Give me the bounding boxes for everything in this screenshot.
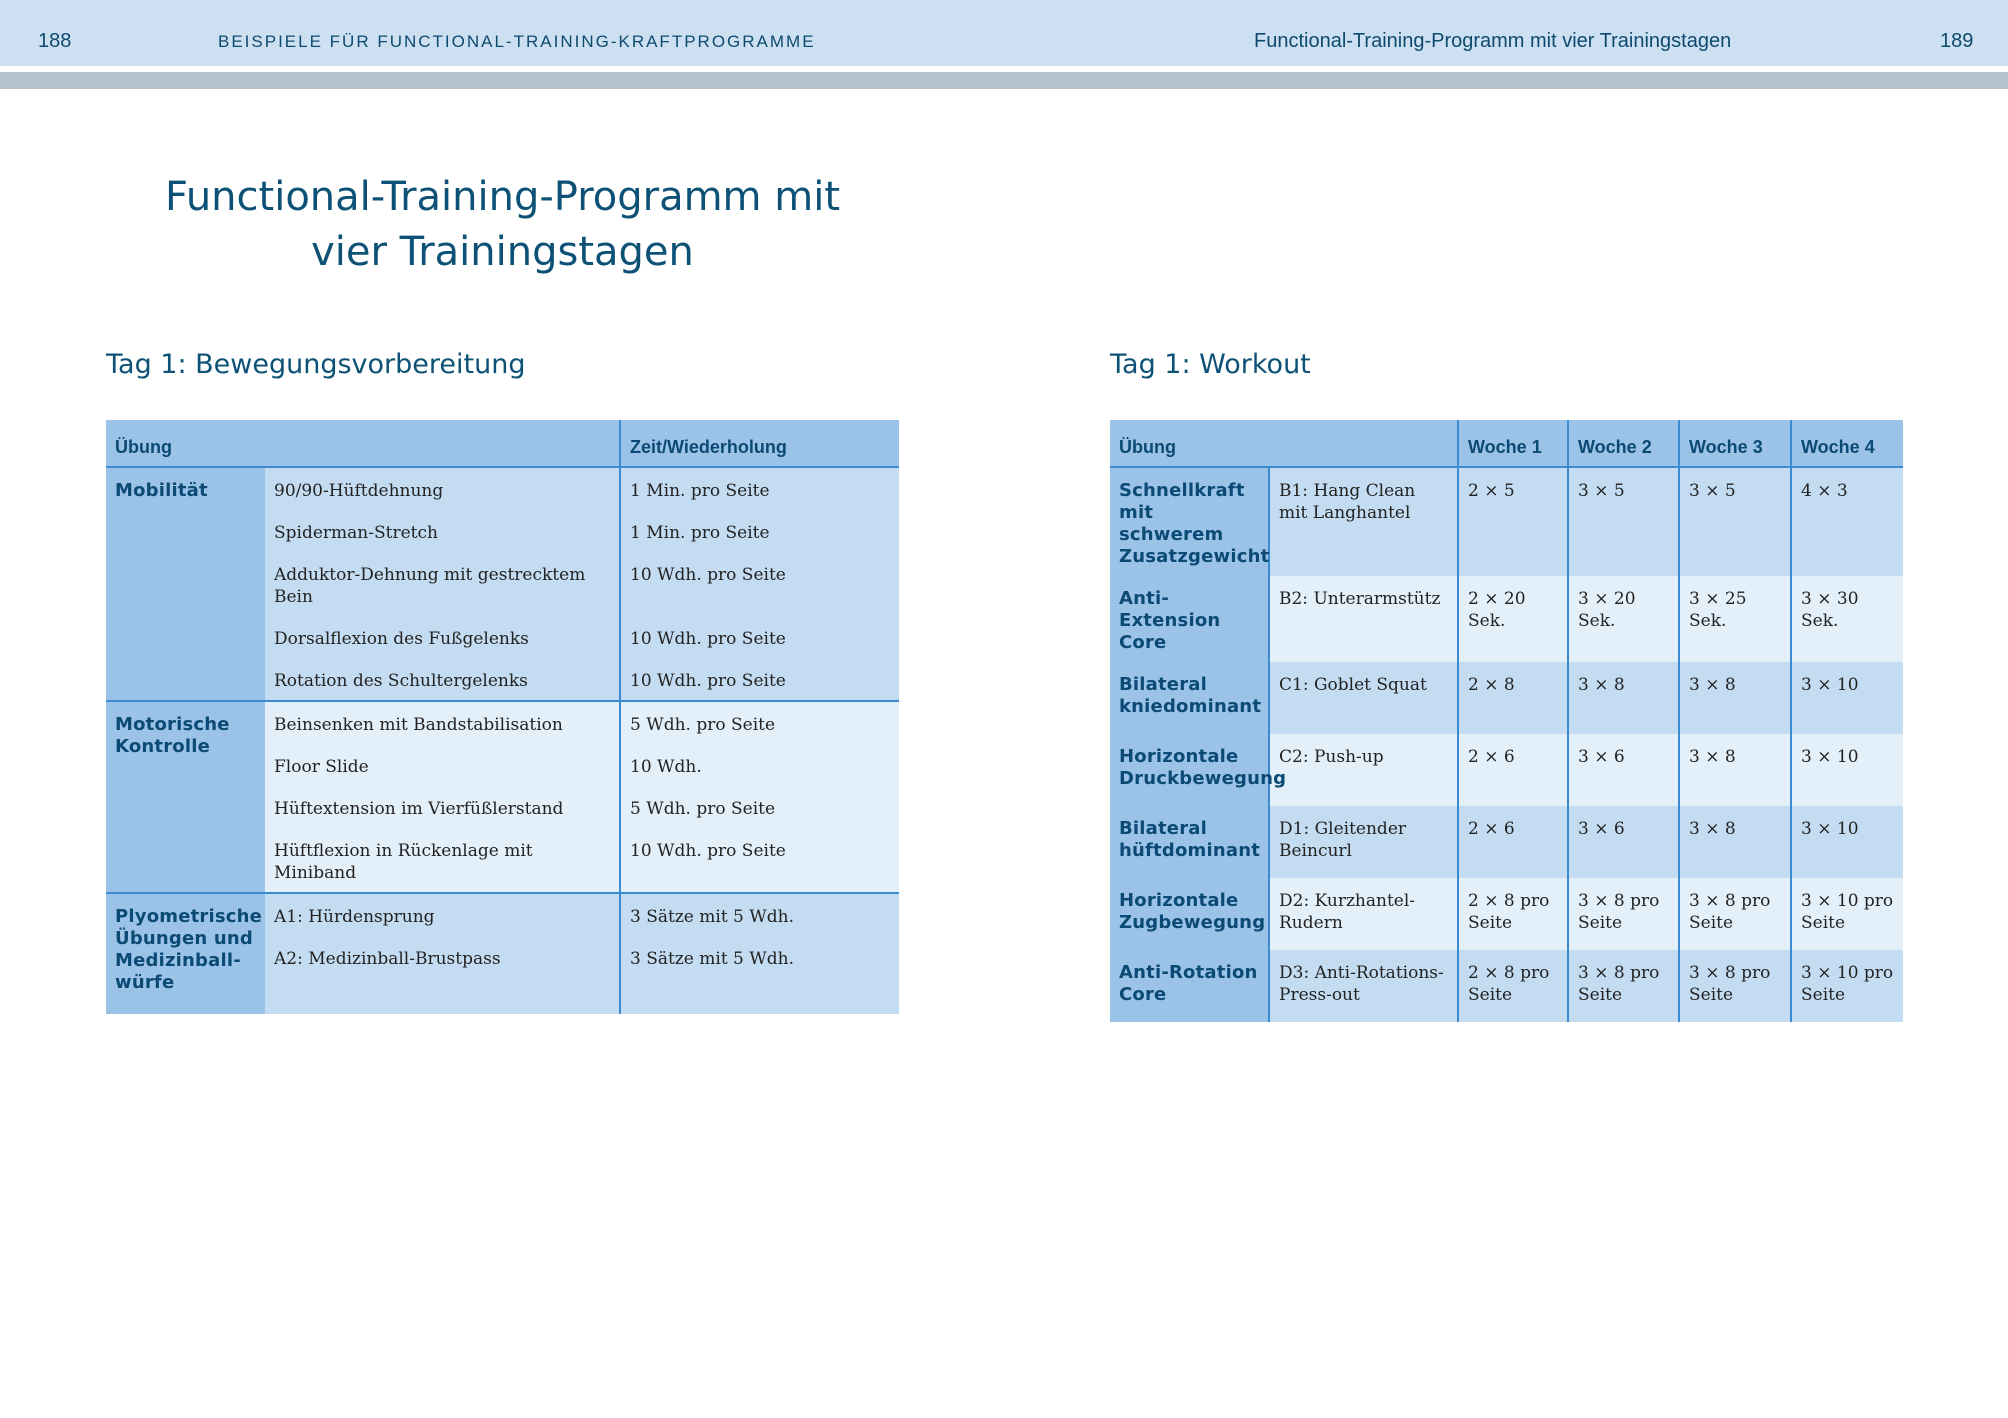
workout-category: Anti-Rotation Core — [1110, 950, 1269, 1022]
workout-row — [1110, 878, 1903, 950]
workout-week-value: 3 × 8 — [1679, 662, 1791, 734]
prep-exercise: Hüftflexion in Rückenlage mit Miniband — [265, 828, 620, 893]
workout-week-value: 3 × 10 — [1791, 662, 1903, 734]
prep-exercise: 90/90-Hüftdehnung — [265, 467, 620, 510]
workout-category: Anti-Extension Core — [1110, 576, 1269, 662]
workout-week-value: 3 × 20 Sek. — [1568, 576, 1679, 662]
workout-category: Bilateral hüftdominant — [1110, 806, 1269, 878]
prep-category: Mobilität — [106, 467, 265, 701]
workout-table — [1110, 420, 1903, 1022]
workout-week-value: 3 × 6 — [1568, 734, 1679, 806]
prep-table — [106, 420, 899, 1014]
header-rule — [0, 72, 2008, 89]
workout-category: Horizontale Druckbewegung — [1110, 734, 1269, 806]
workout-exercise: D2: Kurzhantel-Rudern — [1269, 878, 1458, 950]
prep-value: 3 Sätze mit 5 Wdh. — [620, 936, 899, 1014]
prep-value: 10 Wdh. pro Seite — [620, 828, 899, 893]
prep-value: 5 Wdh. pro Seite — [620, 701, 899, 744]
workout-row — [1110, 467, 1903, 576]
prep-col-uebung: Übung — [106, 420, 620, 467]
prep-exercise: A2: Medizinball-Brustpass — [265, 936, 620, 1014]
prep-exercise: Rotation des Schultergelenks — [265, 658, 620, 701]
prep-value: 10 Wdh. pro Seite — [620, 616, 899, 658]
prep-category: Plyometrische Übungen und Medizinball-würfe — [106, 893, 265, 1014]
workout-week-value: 3 × 8 pro Seite — [1568, 878, 1679, 950]
workout-week-value: 2 × 6 — [1458, 734, 1568, 806]
prep-category: Motorische Kontrolle — [106, 701, 265, 893]
prep-exercise: Spiderman-Stretch — [265, 510, 620, 552]
workout-week-value: 2 × 8 — [1458, 662, 1568, 734]
workout-week-value: 3 × 8 — [1679, 734, 1791, 806]
workout-exercise: B2: Unterarmstütz — [1269, 576, 1458, 662]
workout-week-value: 3 × 8 — [1568, 662, 1679, 734]
prep-exercise: Beinsenken mit Bandstabilisation — [265, 701, 620, 744]
workout-row — [1110, 950, 1903, 1022]
workout-week-value: 3 × 5 — [1568, 467, 1679, 576]
prep-value: 10 Wdh. — [620, 744, 899, 786]
prep-value: 3 Sätze mit 5 Wdh. — [620, 893, 899, 936]
workout-week-value: 2 × 8 pro Seite — [1458, 878, 1568, 950]
prep-row — [106, 701, 899, 744]
workout-week-value: 3 × 10 — [1791, 734, 1903, 806]
workout-week-value: 3 × 8 — [1679, 806, 1791, 878]
workout-week-value: 2 × 20 Sek. — [1458, 576, 1568, 662]
workout-week-value: 3 × 10 pro Seite — [1791, 950, 1903, 1022]
workout-category: Bilateral kniedominant — [1110, 662, 1269, 734]
workout-heading: Tag 1: Workout — [1110, 349, 1311, 380]
page-title-line-1: Functional-Training-Programm mit — [165, 174, 840, 220]
workout-row — [1110, 662, 1903, 734]
prep-col-zeit: Zeit/Wiederholung — [620, 420, 899, 467]
workout-row — [1110, 576, 1903, 662]
prep-exercise: Floor Slide — [265, 744, 620, 786]
prep-value: 1 Min. pro Seite — [620, 467, 899, 510]
left-page-number: 188 — [38, 30, 72, 52]
workout-week-value: 2 × 5 — [1458, 467, 1568, 576]
workout-exercise: C2: Push-up — [1269, 734, 1458, 806]
workout-week-value: 3 × 8 pro Seite — [1679, 950, 1791, 1022]
workout-week-value: 2 × 6 — [1458, 806, 1568, 878]
workout-week-value: 4 × 3 — [1791, 467, 1903, 576]
workout-col-week: Woche 1 — [1458, 420, 1568, 467]
prep-value: 10 Wdh. pro Seite — [620, 552, 899, 616]
workout-category: Schnellkraft mit schwerem Zusatzgewicht — [1110, 467, 1269, 576]
workout-col-week: Woche 2 — [1568, 420, 1679, 467]
right-running-title: Functional-Training-Programm mit vier Trainingstagen — [1254, 30, 1732, 52]
page-title — [100, 170, 905, 280]
workout-week-value: 3 × 10 pro Seite — [1791, 878, 1903, 950]
prep-exercise: A1: Hürdensprung — [265, 893, 620, 936]
workout-week-value: 2 × 8 pro Seite — [1458, 950, 1568, 1022]
prep-exercise: Hüftextension im Vierfüßlerstand — [265, 786, 620, 828]
prep-value: 1 Min. pro Seite — [620, 510, 899, 552]
left-running-title: BEISPIELE FÜR FUNCTIONAL-TRAINING-KRAFTPROGRAMME — [218, 32, 816, 51]
prep-heading: Tag 1: Bewegungsvorbereitung — [106, 349, 526, 380]
workout-week-value: 3 × 8 pro Seite — [1679, 878, 1791, 950]
workout-exercise: D3: Anti-Rotations-Press-out — [1269, 950, 1458, 1022]
workout-week-value: 3 × 6 — [1568, 806, 1679, 878]
right-page-number: 189 — [1940, 30, 1974, 52]
workout-row — [1110, 806, 1903, 878]
workout-exercise: D1: Gleitender Beincurl — [1269, 806, 1458, 878]
prep-row — [106, 893, 899, 936]
prep-value: 5 Wdh. pro Seite — [620, 786, 899, 828]
prep-exercise: Dorsalflexion des Fußgelenks — [265, 616, 620, 658]
workout-row — [1110, 734, 1903, 806]
prep-header-row — [106, 420, 899, 467]
workout-category: Horizontale Zugbewegung — [1110, 878, 1269, 950]
workout-exercise: C1: Goblet Squat — [1269, 662, 1458, 734]
workout-col-uebung: Übung — [1110, 420, 1458, 467]
prep-row — [106, 467, 899, 510]
prep-exercise: Adduktor-Dehnung mit gestrecktem Bein — [265, 552, 620, 616]
workout-col-week: Woche 4 — [1791, 420, 1903, 467]
workout-week-value: 3 × 25 Sek. — [1679, 576, 1791, 662]
prep-value: 10 Wdh. pro Seite — [620, 658, 899, 701]
workout-week-value: 3 × 8 pro Seite — [1568, 950, 1679, 1022]
workout-week-value: 3 × 30 Sek. — [1791, 576, 1903, 662]
workout-week-value: 3 × 5 — [1679, 467, 1791, 576]
workout-col-week: Woche 3 — [1679, 420, 1791, 467]
page-title-line-2: vier Trainingstagen — [311, 229, 694, 275]
workout-week-value: 3 × 10 — [1791, 806, 1903, 878]
workout-exercise: B1: Hang Clean mit Langhantel — [1269, 467, 1458, 576]
workout-header-row — [1110, 420, 1903, 467]
